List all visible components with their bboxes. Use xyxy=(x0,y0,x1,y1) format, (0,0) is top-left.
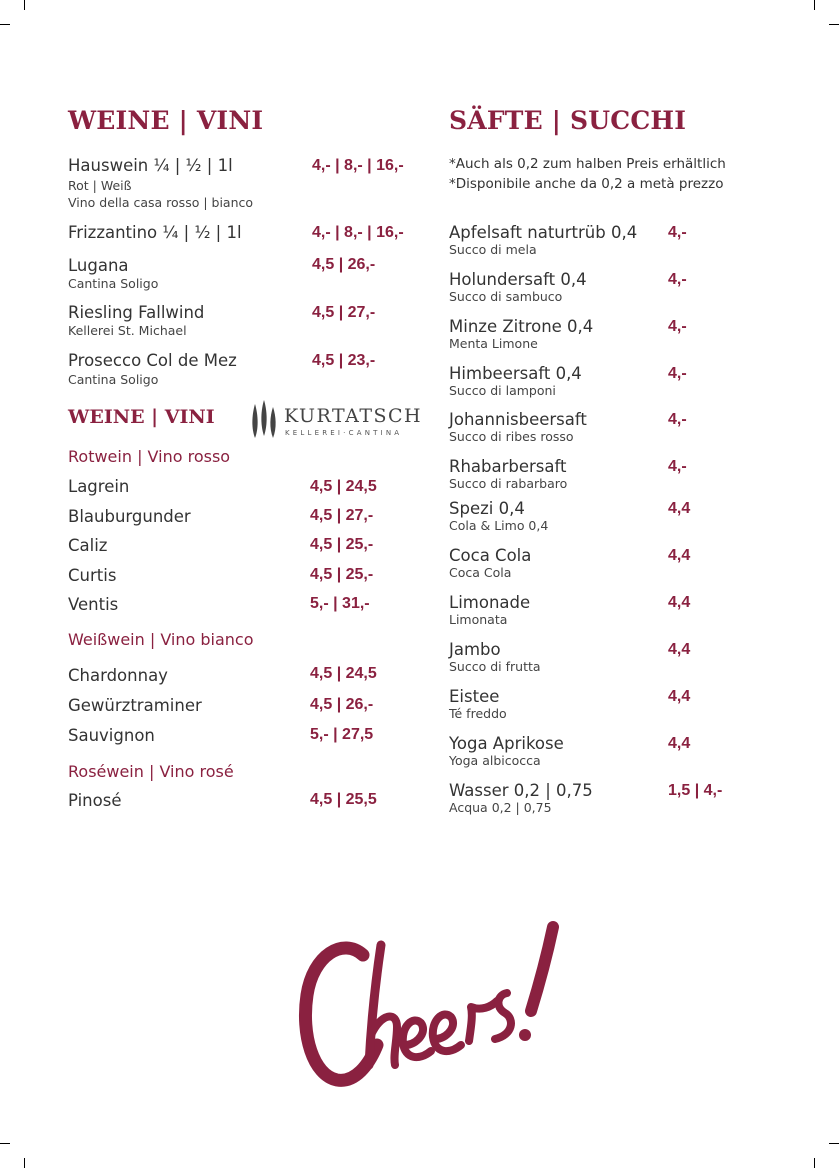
juice-sub: Acqua 0,2 | 0,75 xyxy=(449,800,552,815)
cypress-icon xyxy=(250,398,278,440)
wine-price: 4,5 | 25,- xyxy=(310,536,374,553)
wine-price: 4,5 | 25,- xyxy=(310,566,374,583)
logo-sub: KELLEREI·CANTINA xyxy=(285,429,403,437)
wine-sub: Rot | Weiß xyxy=(68,178,132,193)
wine-name: Lagrein xyxy=(68,477,130,496)
juice-name: Rhabarbersaft xyxy=(449,457,567,476)
wine-price: 4,5 | 23,- xyxy=(312,352,376,369)
juice-name: Eistee xyxy=(449,687,500,706)
wine-name: Curtis xyxy=(68,566,117,585)
wine-price: 4,5 | 27,- xyxy=(310,507,374,524)
juice-name: Spezi 0,4 xyxy=(449,499,525,518)
wine-name: Pinosé xyxy=(68,791,122,810)
kurtatsch-logo xyxy=(250,398,423,440)
crop-mark xyxy=(829,24,839,25)
cheers-lettering-icon xyxy=(285,915,575,1095)
crop-mark xyxy=(0,1143,10,1144)
juice-price: 4,- xyxy=(668,365,687,382)
wine-name: Sauvignon xyxy=(68,726,155,745)
juice-name: Jambo xyxy=(449,640,501,659)
wine-price: 4,5 | 26,- xyxy=(312,256,376,273)
wine-name: Prosecco Col de Mez xyxy=(68,351,237,370)
juice-sub: Coca Cola xyxy=(449,565,512,580)
cheers-signature xyxy=(285,915,575,1095)
half-price-note: *Auch als 0,2 zum halben Preis erhältlich xyxy=(449,156,726,172)
wine-price: 5,- | 31,- xyxy=(310,595,370,612)
juice-name: Apfelsaft naturtrüb 0,4 xyxy=(449,223,638,242)
category-red: Rotwein | Vino rosso xyxy=(68,447,231,466)
juice-title: SÄFTE | SUCCHI xyxy=(449,106,687,135)
crop-mark xyxy=(0,24,10,25)
wine-price: 4,- | 8,- | 16,- xyxy=(312,157,404,174)
juice-price: 4,4 xyxy=(668,735,691,752)
juice-price: 4,4 xyxy=(668,500,691,517)
wine-name: Gewürztraminer xyxy=(68,696,202,715)
wine-name: Hauswein ¼ | ½ | 1l xyxy=(68,156,233,175)
juice-sub: Cola & Limo 0,4 xyxy=(449,518,549,533)
wine-name: Chardonnay xyxy=(68,666,168,685)
category-white: Weißwein | Vino bianco xyxy=(68,630,254,649)
juice-price: 1,5 | 4,- xyxy=(668,782,723,799)
wine-name: Blauburgunder xyxy=(68,507,191,526)
juice-sub: Succo di lamponi xyxy=(449,383,556,398)
crop-mark xyxy=(24,0,25,10)
crop-mark xyxy=(814,1158,815,1168)
wine-price: 4,- | 8,- | 16,- xyxy=(312,224,404,241)
wine-sub: Cantina Soligo xyxy=(68,372,159,387)
wine-name: Riesling Fallwind xyxy=(68,303,205,322)
category-rose: Roséwein | Vino rosé xyxy=(68,762,234,781)
juice-name: Wasser 0,2 | 0,75 xyxy=(449,781,593,800)
juice-sub: Succo di rabarbaro xyxy=(449,476,568,491)
wine-sub: Cantina Soligo xyxy=(68,276,159,291)
half-price-note: *Disponibile anche da 0,2 a metà prezzo xyxy=(449,176,724,192)
juice-name: Himbeersaft 0,4 xyxy=(449,364,582,383)
wine-name: Caliz xyxy=(68,536,108,555)
wine-price: 4,5 | 24,5 xyxy=(310,665,377,682)
juice-price: 4,- xyxy=(668,271,687,288)
crop-mark xyxy=(814,0,815,10)
wine-title-2: WEINE | VINI xyxy=(68,406,215,428)
crop-mark xyxy=(24,1158,25,1168)
wine-price: 5,- | 27,5 xyxy=(310,726,374,743)
juice-sub: Succo di mela xyxy=(449,242,537,257)
wine-name: Ventis xyxy=(68,595,119,614)
juice-sub: Té freddo xyxy=(449,706,507,721)
juice-price: 4,- xyxy=(668,224,687,241)
juice-sub: Menta Limone xyxy=(449,336,538,351)
wine-sub: Kellerei St. Michael xyxy=(68,323,187,338)
juice-price: 4,- xyxy=(668,411,687,428)
juice-price: 4,4 xyxy=(668,594,691,611)
juice-name: Yoga Aprikose xyxy=(449,734,564,753)
juice-name: Holundersaft 0,4 xyxy=(449,270,587,289)
wine-price: 4,5 | 24,5 xyxy=(310,478,377,495)
wine-price: 4,5 | 26,- xyxy=(310,696,374,713)
juice-price: 4,4 xyxy=(668,641,691,658)
wine-name: Frizzantino ¼ | ½ | 1l xyxy=(68,223,242,242)
wine-sub: Vino della casa rosso | bianco xyxy=(68,195,254,210)
juice-sub: Succo di sambuco xyxy=(449,289,563,304)
juice-price: 4,- xyxy=(668,318,687,335)
wine-price: 4,5 | 25,5 xyxy=(310,791,377,808)
juice-sub: Succo di frutta xyxy=(449,659,541,674)
crop-mark xyxy=(829,1143,839,1144)
wine-price: 4,5 | 27,- xyxy=(312,304,376,321)
juice-price: 4,4 xyxy=(668,688,691,705)
juice-price: 4,4 xyxy=(668,547,691,564)
juice-name: Limonade xyxy=(449,593,531,612)
juice-name: Coca Cola xyxy=(449,546,532,565)
juice-sub: Succo di ribes rosso xyxy=(449,429,574,444)
juice-sub: Limonata xyxy=(449,612,508,627)
juice-name: Johannisbeersaft xyxy=(449,410,587,429)
juice-name: Minze Zitrone 0,4 xyxy=(449,317,594,336)
logo-name: KURTATSCH xyxy=(284,405,423,427)
wine-title: WEINE | VINI xyxy=(68,106,264,135)
juice-price: 4,- xyxy=(668,458,687,475)
juice-sub: Yoga albicocca xyxy=(449,753,541,768)
wine-name: Lugana xyxy=(68,256,129,275)
